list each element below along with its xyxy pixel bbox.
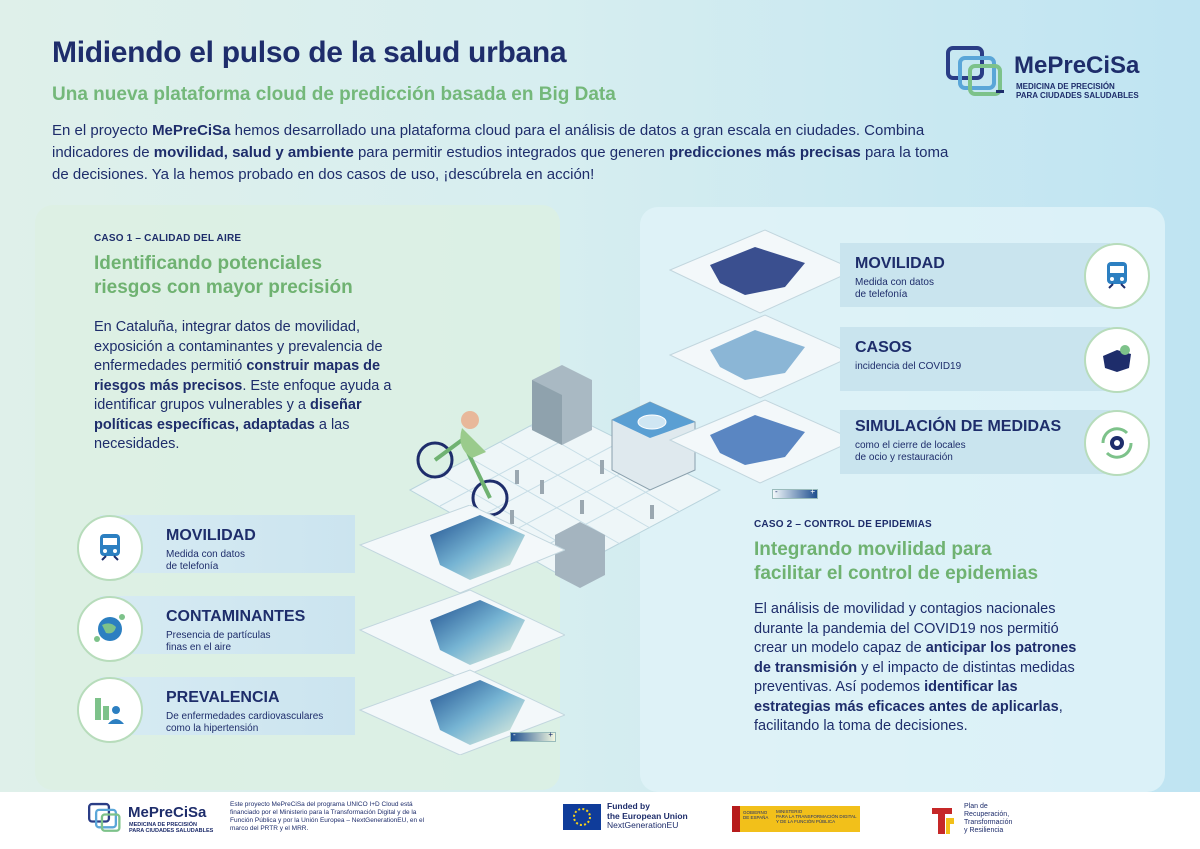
right-legend-minus: - [775, 487, 778, 496]
case1-card-mobility-title: MOVILIDAD [166, 527, 256, 544]
spain-mobility-layer [670, 230, 855, 313]
case2-card-cases-title: CASOS [855, 339, 912, 356]
text-segment: , facilitando la toma de decisiones. [754, 698, 1063, 734]
case1-mobility-circle [77, 515, 143, 581]
case2-cases-circle [1084, 327, 1150, 393]
logo-name: MePreCiSa [1014, 52, 1140, 79]
case2-card-mobility-title: MOVILIDAD [855, 255, 945, 272]
case2-card-cases [840, 327, 1110, 391]
text-segment: MePreCiSa [152, 122, 231, 139]
case1-prevalence-circle [77, 677, 143, 743]
right-legend-bar [772, 489, 818, 499]
text-segment: para la toma de decisiones. Ya la hemos probado en dos casos de uso, ¡descúbrela en acción! [52, 144, 949, 183]
case2-card-simulation-title: SIMULACIÓN DE MEDIDAS [855, 418, 1062, 435]
text-segment: . Este enfoque ayuda a identificar grupos vulnerables y a [94, 377, 392, 413]
logo-squares-icon [946, 44, 1008, 100]
logo-tagline-line-2: PARA CIUDADES SALUDABLES [1016, 91, 1139, 100]
train-icon [1099, 258, 1135, 294]
case1-title-line-2: riesgos con mayor precisión [94, 277, 353, 298]
logo-tagline-line-1: MEDICINA DE PRECISIÓN [1016, 82, 1115, 91]
text-segment: a las necesidades. [94, 416, 350, 452]
case1-title [94, 252, 353, 300]
text-segment: identificar las estrategias más eficaces antes de aplicarlas [754, 679, 1059, 715]
case1-label: CASO 1 – CALIDAD DEL AIRE [94, 233, 242, 244]
spain-cases-layer [670, 315, 855, 398]
gear-cycle-icon [1099, 425, 1135, 461]
left-legend-minus: - [513, 730, 516, 739]
footer-logo-squares-icon [88, 801, 124, 835]
left-legend-bar [510, 732, 556, 742]
spain-simulation-layer [670, 400, 855, 483]
spain-ministry-logo [732, 806, 860, 832]
eu-flag-icon [563, 804, 601, 830]
case2-card-mobility [840, 243, 1110, 307]
left-legend-plus: + [548, 730, 553, 739]
text-segment: y el impacto de distintas medidas preventivas. Así podemos [754, 659, 1075, 695]
case1-card-prevalence-title: PREVALENCIA [166, 689, 280, 706]
text-segment: anticipar los patrones de transmisión [754, 640, 1077, 676]
case1-card-mobility-desc: Medida con datos de telefonía [166, 549, 245, 572]
case2-title-line-1: Integrando movilidad para [754, 539, 992, 560]
case1-card-prevalence-desc: De enfermedades cardiovasculares como la hipertensión [166, 711, 324, 734]
case2-title [754, 538, 1038, 586]
globe-pollution-icon [92, 611, 128, 647]
pollutants-map-layer [360, 590, 565, 678]
case2-body [754, 600, 1084, 737]
case1-card-pollutants-desc: Presencia de partículas finas en el aire [166, 630, 271, 653]
text-segment: hemos desarrollado una plataforma cloud para el análisis de datos a gran escala en ciudades. Combina indicadores de [52, 122, 925, 161]
case1-pollutants-circle [77, 596, 143, 662]
case2-mobility-circle [1084, 243, 1150, 309]
page-subtitle: Una nueva plataforma cloud de predicción basada en Big Data [52, 84, 616, 105]
mepprecisa-logo [946, 44, 1166, 104]
text-segment: En Cataluña, integrar datos de movilidad, exposición a contaminantes y prevalencia de enfermedades permitió [94, 319, 383, 374]
right-legend-plus: + [810, 487, 815, 496]
footer [0, 792, 1200, 849]
eu-funding-text: Funded by the European Union NextGenerationEU [607, 801, 688, 830]
prtr-text: Plan de Recuperación, Transformación y Resiliencia [964, 803, 1013, 834]
spain-map-pin-icon [1099, 342, 1135, 378]
train-icon [92, 530, 128, 566]
text-segment: construir mapas de riesgos más precisos [94, 358, 381, 394]
case2-title-line-2: facilitar el control de epidemias [754, 563, 1039, 584]
case2-card-cases-desc: incidencia del COVID19 [855, 361, 962, 372]
prtr-logo-icon [930, 804, 958, 836]
footer-logo-tagline: MEDICINA DE PRECISIÓN PARA CIUDADES SALUDABLES [129, 822, 214, 834]
prevalence-map-layer [360, 670, 565, 755]
case2-card-simulation-desc: como el cierre de locales de ocio y restauración [855, 440, 966, 463]
case2-label: CASO 2 – CONTROL DE EPIDEMIAS [754, 519, 932, 530]
case2-card-mobility-desc: Medida con datos de telefonía [855, 277, 934, 300]
case1-card-pollutants-title: CONTAMINANTES [166, 608, 306, 625]
ministry-text: MINISTERIO PARA LA TRANSFORMACIÓN DIGITAL Y DE LA FUNCIÓN PÚBLICA [776, 809, 857, 824]
logo-tagline [1016, 82, 1139, 100]
case2-simulation-circle [1084, 410, 1150, 476]
right-map-layers [665, 225, 855, 495]
text-segment: En el proyecto [52, 122, 153, 139]
case2-card-simulation [840, 410, 1110, 474]
population-icon [92, 692, 128, 728]
mobility-map-layer [360, 505, 565, 593]
case1-title-line-1: Identificando potenciales [94, 253, 323, 274]
text-segment: para permitir estudios integrados que generen [353, 144, 669, 161]
gobierno-text: GOBIERNO DE ESPAÑA [743, 810, 769, 820]
text-segment: movilidad, salud y ambiente [153, 144, 354, 161]
intro-paragraph [52, 120, 952, 186]
page-title: Midiendo el pulso de la salud urbana [52, 36, 567, 69]
text-segment: diseñar políticas específicas, adaptadas [94, 397, 362, 433]
footer-project-text: Este proyecto MePreCiSa del programa UNICO I+D Cloud está financiado por el Ministerio para la Transformación Digital y de la Función Pública y por la Unión Europea – NextGenerationEU, en el marco del PRTR y el MRR. [230, 801, 425, 832]
footer-logo-name: MePreCiSa [128, 804, 207, 821]
text-segment: El análisis de movilidad y contagios nacionales durante la pandemia del COVID19 nos permitió crear un modelo capaz de [754, 601, 1059, 656]
text-segment: predicciones más precisas [669, 144, 861, 161]
left-map-layers [350, 505, 565, 755]
